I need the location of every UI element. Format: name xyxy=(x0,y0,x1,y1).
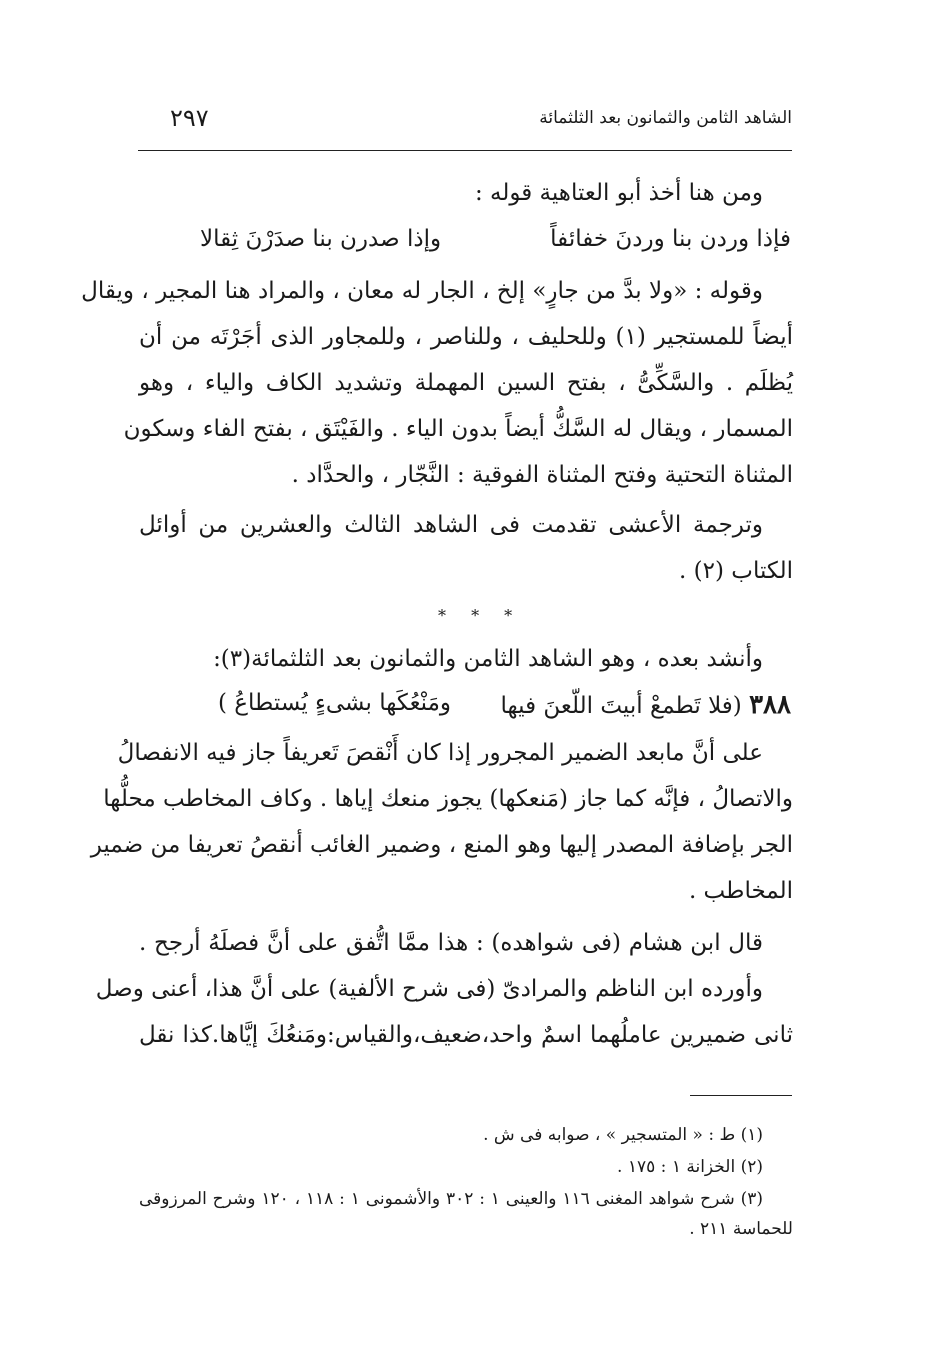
para3-line-2: والاتصالُ ، فإنَّه كما جاز (مَنعكها) يجوز منعك إياها . وكاف المخاطب محلُّها xyxy=(103,786,793,812)
para4-line-2: وأورده ابن الناظم والمرادىّ (فى شرح الألفية) على أنَّ هذا، أعنى وصل xyxy=(95,976,763,1002)
para3-line-3: الجر بإضافة المصدر إليها وهو المنع ، وضمير الغائب أنقصُ تعريفا من ضمير xyxy=(90,832,793,858)
section-separator: * * * xyxy=(438,606,523,625)
para1-line-2: أيضاً للمستجير (١) وللحليف ، وللناصر ، وللمجاور الذى أجَرْتَه من أن xyxy=(139,324,793,350)
verse2-right-hemistich: (فلا تَطمعْ أبيتَ اللّعنَ فيها xyxy=(500,693,742,719)
para2-line-2: الكتاب (٢) . xyxy=(679,558,793,584)
para2-line-1: وترجمة الأعشى تقدمت فى الشاهد الثالث والعشرين من أوائل xyxy=(139,512,763,538)
verse1-left-hemistich: وإذا صدرن بنا صدَرْنَ ثِقالا xyxy=(200,226,442,252)
para3-line-4: المخاطب . xyxy=(688,878,793,904)
verse2-right xyxy=(501,690,791,720)
para4-line-1: قال ابن هشام (فى شواهده) : هذا ممَّا اتُّفق على أنَّ فصلَهُ أرجح . xyxy=(139,930,763,956)
intro2-line: وأنشد بعده ، وهو الشاهد الثامن والثمانون بعد الثلثمائة(٣): xyxy=(213,646,763,672)
page-number: ٢٩٧ xyxy=(170,104,209,132)
footnote-rule xyxy=(690,1095,792,1096)
para1-line-4: المسمار ، ويقال له السَّكُّ أيضاً بدون الياء . والفَيْتَق ، بفتح الفاء وسكون xyxy=(123,416,793,442)
para1-line-1: وقوله : «ولا بدَّ من جارٍ» إلخ ، الجار له معان ، والمراد هنا المجير ، ويقال xyxy=(81,278,763,304)
para1-line-5: المثناة التحتية وفتح المثناة الفوقية : النَّجّار ، والحدَّاد . xyxy=(291,462,793,488)
header-rule xyxy=(138,150,792,151)
intro-line: ومن هنا أخذ أبو العتاهية قوله : xyxy=(474,180,763,206)
verse2-left-hemistich: ومَنْعُكَها بشىءٍ يُستطاعُ ) xyxy=(218,690,452,716)
footnote-2: (٢) الخزانة ١ : ١٧٥ . xyxy=(617,1157,763,1177)
para3-line-1: على أنَّ مابعد الضمير المجرور إذا كان أَنْقصَ تَعريفاً جاز فيه الانفصالُ xyxy=(117,740,763,766)
footnote-3: (٣) شرح شواهد المغنى ١١٦ والعينى ١ : ٣٠٢ والأشمونى ١ : ١١٨ ، ١٢٠ وشرح المرزوقى xyxy=(139,1189,764,1209)
verse-number: ٣٨٨ xyxy=(749,690,791,720)
para4-line-3: ثانى ضميرين عاملُهما اسمٌ واحد،ضعيف،والقياس:ومَنعُكَ إيَّاها.كذا نقل xyxy=(139,1022,793,1048)
verse1-right-hemistich: فإذا وردن بنا وردنَ خفائفاً xyxy=(550,226,791,252)
para1-line-3: يُظلَم . والسَّكِّىُّ ، بفتح السين المهملة وتشديد الكاف والياء ، وهو xyxy=(139,370,793,396)
footnote-1: (١) ط : « المتسجير » ، صوابه فى ش . xyxy=(483,1125,763,1145)
footnote-3-cont: للحماسة ٢١١ . xyxy=(689,1219,793,1239)
running-title: الشاهد الثامن والثمانون بعد الثلثمائة xyxy=(539,108,792,128)
